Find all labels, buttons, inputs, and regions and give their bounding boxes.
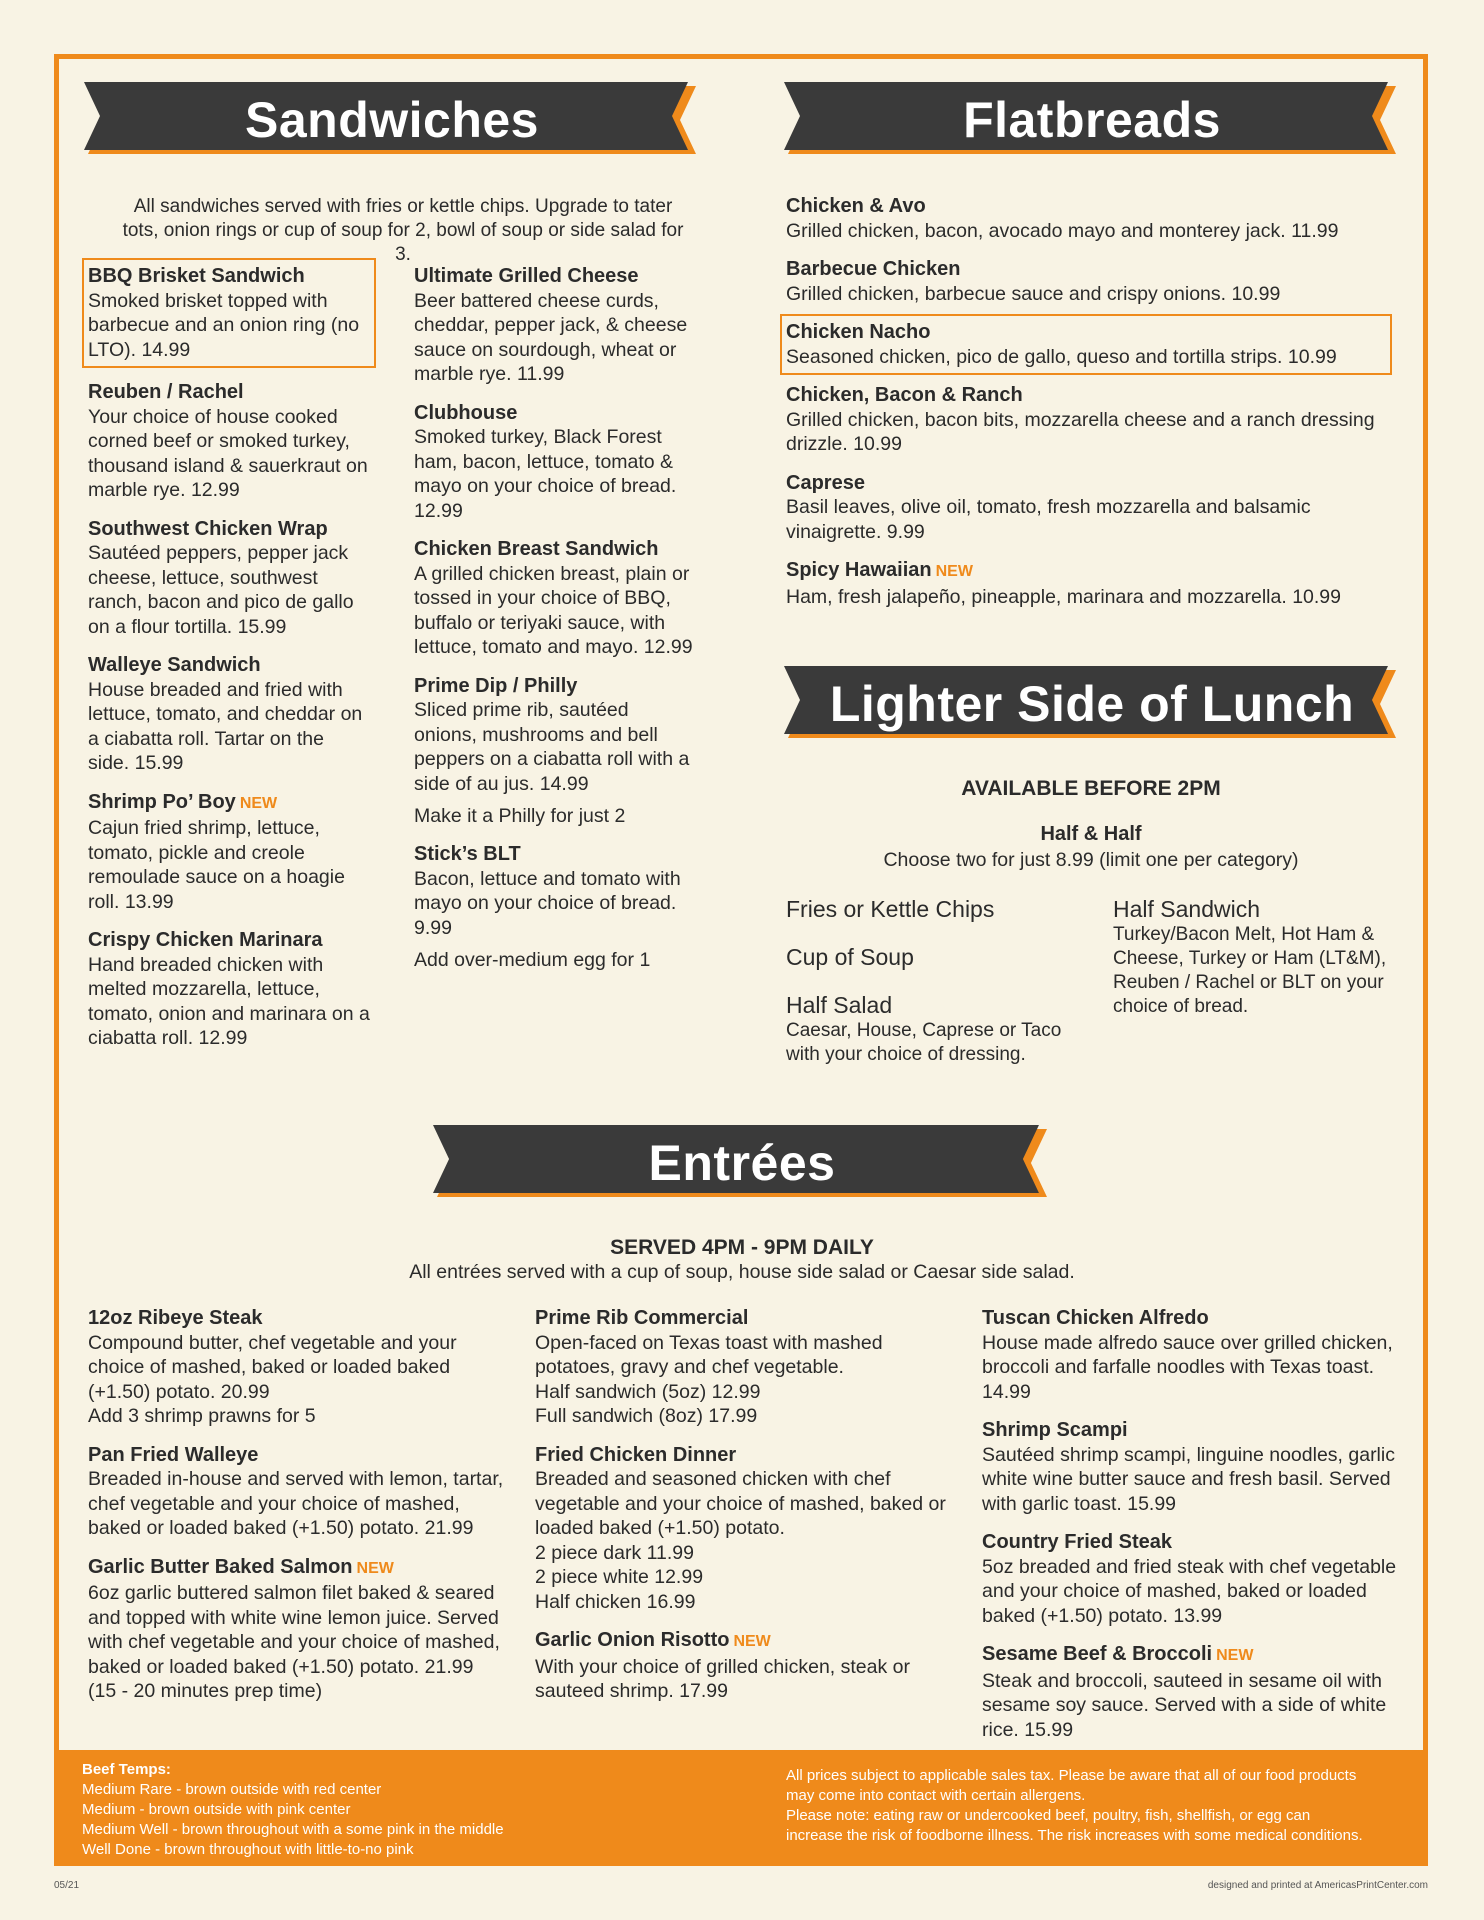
item-extra: 2 piece dark 11.99 2 piece white 12.99 Half chicken 16.99 (535, 1541, 704, 1613)
option-half-sandwich-desc: Turkey/Bacon Melt, Hot Ham & Cheese, Turkey or Ham (LT&M), Reuben / Rachel or BLT on your choice of bread. (1113, 924, 1387, 1017)
menu-item (786, 257, 1386, 306)
sandwiches-col2 (414, 264, 694, 986)
menu-item (414, 674, 694, 797)
option-half-salad: Half Salad (786, 992, 893, 1018)
item-desc: With your choice of grilled chicken, steak or sauteed shrimp. 17.99 (535, 1655, 910, 1702)
notice-line: All prices subject to applicable sales tax. Please be aware that all of our food products (786, 1767, 1357, 1784)
menu-item (414, 401, 694, 524)
lighter-title: Lighter Side of Lunch (829, 676, 1355, 732)
item-desc: Smoked brisket topped with barbecue and an onion ring (no LTO). 14.99 (88, 289, 360, 361)
notice-line: may come into contact with certain allergens. (786, 1787, 1086, 1804)
notice-line: Please note: eating raw or undercooked beef, poultry, fish, shellfish, or egg can (786, 1807, 1311, 1824)
menu-item (786, 471, 1386, 545)
entrees-intro: All entrées served with a cup of soup, house side salad or Caesar side salad. (409, 1261, 1075, 1283)
menu-item (88, 517, 370, 640)
menu-item (88, 1443, 508, 1541)
item-extra: Add 3 shrimp prawns for 5 (88, 1405, 316, 1427)
option-soup: Cup of Soup (786, 944, 914, 970)
item-name: Walleye Sandwich (88, 654, 261, 676)
entrees-title: Entrées (648, 1135, 836, 1191)
item-name: Chicken Breast Sandwich (414, 538, 659, 560)
item-name: Ultimate Grilled Cheese (414, 265, 639, 287)
item-name: Sesame Beef & Broccoli (982, 1643, 1213, 1665)
sandwiches-title: Sandwiches (245, 92, 539, 148)
menu-item (88, 928, 370, 1051)
item-desc: Grilled chicken, bacon, avocado mayo and monterey jack. 11.99 (786, 219, 1339, 242)
item-note: Add over-medium egg for 1 (414, 949, 651, 971)
menu-item (414, 842, 694, 940)
option-half-salad-desc: Caesar, House, Caprese or Taco with your choice of dressing. (786, 1020, 1062, 1065)
menu-item (88, 1306, 508, 1429)
item-desc: Bacon, lettuce and tomato with mayo on your choice of bread. 9.99 (414, 867, 681, 939)
item-desc: House made alfredo sauce over grilled chicken, broccoli and farfalle noodles with Texas toast. 14.99 (982, 1331, 1393, 1403)
item-name: Garlic Onion Risotto (535, 1629, 730, 1651)
item-desc: Steak and broccoli, sauteed in sesame oil with sesame soy sauce. Served with a side of white rice. 15.99 (982, 1669, 1387, 1741)
date-code: 05/21 (54, 1880, 80, 1891)
item-desc: Smoked turkey, Black Forest ham, bacon, lettuce, tomato & mayo on your choice of bread. 12.99 (414, 426, 677, 522)
menu-item (786, 383, 1386, 457)
sandwiches-intro: All sandwiches served with fries or kettle chips. Upgrade to tater tots, onion rings or cup of soup for 2, bowl of soup or side salad for 3. (122, 196, 684, 265)
menu-item (535, 1628, 955, 1704)
entrees-col3 (982, 1306, 1400, 1756)
notice-line: increase the risk of foodborne illness. The risk increases with some medical conditions. (786, 1827, 1363, 1844)
beef-temp-line: Medium Well - brown throughout with a some pink in the middle (82, 1821, 504, 1838)
item-name: Shrimp Po’ Boy (88, 790, 236, 813)
item-desc: Breaded and seasoned chicken with chef vegetable and your choice of mashed, baked or loaded baked (+1.50) potato. (535, 1468, 946, 1539)
item-name: Pan Fried Walleye (88, 1443, 259, 1466)
item-desc: Sautéed shrimp scampi, linguine noodles, garlic white wine butter sauce and fresh basil. Served with garlic toast. 15.99 (982, 1443, 1395, 1515)
item-desc: Sautéed peppers, pepper jack cheese, lettuce, southwest ranch, bacon and pico de gallo on a flour tortilla. 15.99 (88, 542, 354, 638)
option-half-sandwich: Half Sandwich (1113, 896, 1261, 922)
item-desc: Cajun fried shrimp, lettuce, tomato, pickle and creole remoulade sauce on a hoagie roll. 13.99 (88, 817, 345, 913)
allergen-notice (786, 1766, 1411, 1846)
menu-item (88, 264, 370, 362)
menu-item (88, 653, 370, 776)
flatbreads-title: Flatbreads (963, 92, 1221, 148)
item-desc: A grilled chicken breast, plain or tossed in your choice of BBQ, buffalo or teriyaki sauce, with lettuce, tomato and mayo. 12.99 (414, 562, 693, 658)
item-desc: Grilled chicken, barbecue sauce and crispy onions. 10.99 (786, 282, 1281, 305)
item-name: Chicken, Bacon & Ranch (786, 384, 1023, 406)
menu-item (786, 194, 1386, 243)
new-badge: NEW (239, 794, 278, 812)
half-half-desc: Choose two for just 8.99 (limit one per category) (883, 849, 1299, 871)
item-note: Make it a Philly for just 2 (414, 805, 626, 827)
menu-item (535, 1443, 955, 1615)
new-badge: NEW (1216, 1647, 1254, 1664)
item-desc: Seasoned chicken, pico de gallo, queso and tortilla strips. 10.99 (786, 345, 1337, 368)
item-desc: Hand breaded chicken with melted mozzarella, lettuce, tomato, onion and marinara on a ciabatta roll. 12.99 (88, 953, 370, 1049)
new-badge: NEW (356, 1559, 394, 1577)
item-desc: Compound butter, chef vegetable and your choice of mashed, baked or loaded baked (+1.50) potato. 20.99 (88, 1331, 457, 1403)
footer-bar (59, 1750, 1423, 1861)
beef-temp-line: Medium Rare - brown outside with red center (82, 1781, 382, 1798)
item-name: Garlic Butter Baked Salmon (88, 1555, 353, 1578)
item-name: 12oz Ribeye Steak (88, 1307, 263, 1329)
item-desc: Open-faced on Texas toast with mashed potatoes, gravy and chef vegetable. (535, 1331, 883, 1378)
menu-item (786, 320, 1386, 369)
entrees-col2 (535, 1306, 955, 1718)
item-name: Shrimp Scampi (982, 1419, 1128, 1441)
entrees-banner (433, 1125, 1051, 1201)
menu-item (786, 558, 1386, 609)
lighter-available: AVAILABLE BEFORE 2PM (961, 777, 1221, 800)
item-name: Country Fried Steak (982, 1531, 1173, 1553)
item-name: Prime Rib Commercial (535, 1307, 749, 1329)
item-desc: 6oz garlic buttered salmon filet baked & seared and topped with white wine lemon juice. Served with chef vegetable and your choice of mashed, baked or loaded baked (+1.50) potato. 21.99 (88, 1582, 500, 1678)
item-name: Reuben / Rachel (88, 381, 244, 403)
item-desc: Breaded in-house and served with lemon, tartar, chef vegetable and your choice of mashed, baked or loaded baked (+1.50) potato. 21.99 (88, 1468, 504, 1539)
item-name: Barbecue Chicken (786, 258, 961, 280)
item-name: Chicken Nacho (786, 321, 931, 343)
item-desc: Basil leaves, olive oil, tomato, fresh mozzarella and balsamic vinaigrette. 9.99 (786, 496, 1311, 543)
menu-item (982, 1530, 1400, 1628)
item-name: Fried Chicken Dinner (535, 1443, 737, 1466)
item-name: BBQ Brisket Sandwich (88, 265, 305, 287)
lighter-banner (784, 666, 1400, 742)
entrees-served: SERVED 4PM - 9PM DAILY (610, 1236, 874, 1259)
item-desc: Sliced prime rib, sautéed onions, mushrooms and bell peppers on a ciabatta roll with a side of au jus. 14.99 (414, 699, 690, 795)
item-name: Tuscan Chicken Alfredo (982, 1307, 1209, 1329)
menu-item (88, 1555, 508, 1704)
item-desc: Your choice of house cooked corned beef or smoked turkey, thousand island & sauerkraut on marble rye. 12.99 (88, 405, 368, 501)
item-desc: Grilled chicken, bacon bits, mozzarella cheese and a ranch dressing drizzle. 10.99 (786, 408, 1375, 455)
item-name: Prime Dip / Philly (414, 674, 578, 697)
entrees-col1 (88, 1306, 508, 1718)
beef-temps (82, 1760, 642, 1860)
beef-temp-line: Medium - brown outside with pink center (82, 1801, 351, 1818)
beef-temp-line: Well Done - brown throughout with little-to-no pink (82, 1841, 414, 1858)
flatbreads-list (786, 194, 1386, 623)
lighter-col-left (786, 895, 1086, 1067)
menu-item (88, 380, 370, 503)
sandwiches-col1 (88, 264, 370, 1065)
menu-item (982, 1418, 1400, 1516)
half-half-title: Half & Half (1040, 823, 1142, 845)
item-name: Chicken & Avo (786, 195, 926, 217)
item-desc: House breaded and fried with lettuce, tomato, and cheddar on a ciabatta roll. Tartar on the side. 15.99 (88, 678, 363, 774)
print-credit: designed and printed at AmericasPrintCenter.com (1207, 1880, 1428, 1891)
menu-item (982, 1306, 1400, 1404)
item-desc: Ham, fresh jalapeño, pineapple, marinara and mozzarella. 10.99 (786, 585, 1341, 608)
sandwiches-banner (84, 82, 700, 158)
lighter-col-right (1113, 895, 1403, 1019)
item-desc: 5oz breaded and fried steak with chef vegetable and your choice of mashed, baked or loaded baked (+1.50) potato. 13.99 (982, 1555, 1397, 1627)
item-name: Caprese (786, 471, 865, 494)
option-fries: Fries or Kettle Chips (786, 896, 995, 922)
menu-item (982, 1642, 1400, 1742)
item-name: Stick’s BLT (414, 843, 521, 865)
new-badge: NEW (733, 1633, 771, 1650)
menu-item (88, 790, 370, 915)
item-extra: Half sandwich (5oz) 12.99 Full sandwich (8oz) 17.99 (535, 1380, 761, 1427)
item-name: Southwest Chicken Wrap (88, 517, 328, 540)
flatbreads-banner (784, 82, 1400, 158)
menu-item (414, 537, 694, 660)
menu-item (414, 264, 694, 387)
beef-temps-title: Beef Temps: (82, 1761, 171, 1778)
item-extra: (15 - 20 minutes prep time) (88, 1680, 323, 1702)
item-name: Spicy Hawaiian (786, 559, 932, 581)
menu-item (535, 1306, 955, 1429)
new-badge: NEW (935, 563, 973, 580)
item-name: Clubhouse (414, 401, 518, 424)
item-name: Crispy Chicken Marinara (88, 929, 323, 951)
item-desc: Beer battered cheese curds, cheddar, pepper jack, & cheese sauce on sourdough, wheat or marble rye. 11.99 (414, 289, 688, 385)
